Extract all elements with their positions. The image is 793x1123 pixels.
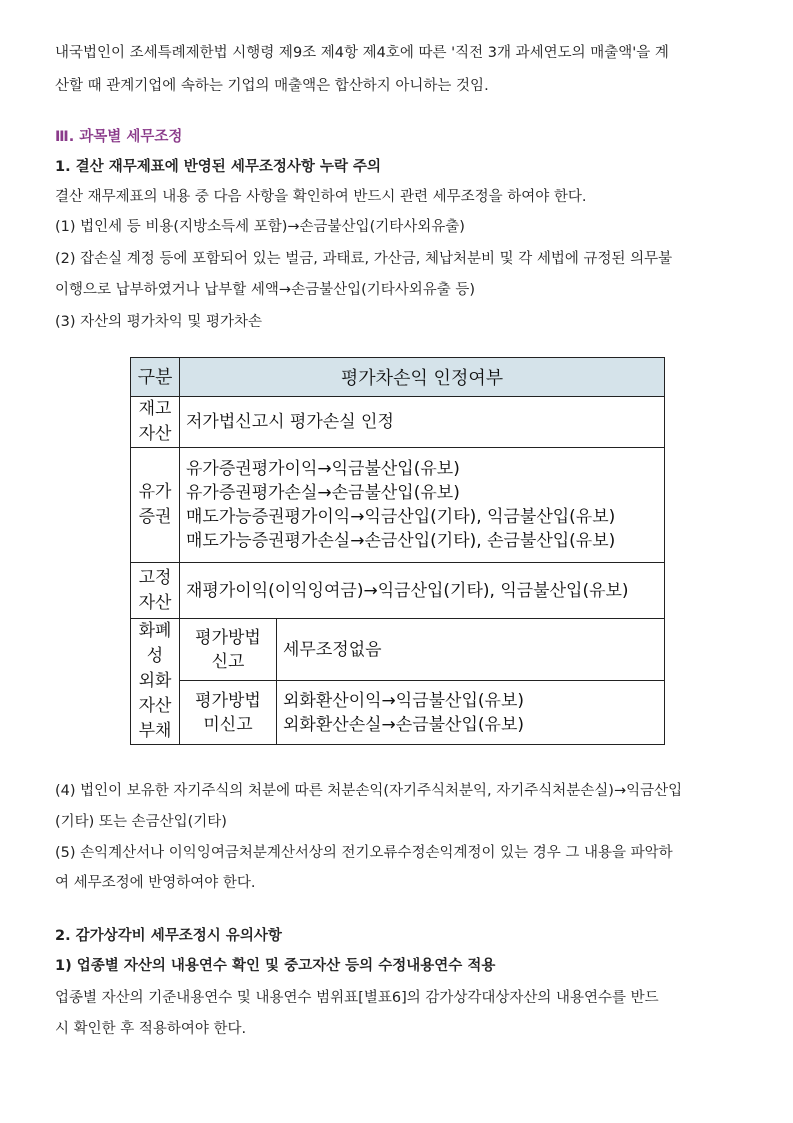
list-item-2-line-1: (2) 잡손실 계정 등에 포함되어 있는 벌금, 과태료, 가산금, 체납처분비 및 각 세법에 규정된 의무불: [55, 251, 673, 267]
list-item-4-line-2: (기타) 또는 손금산입(기타): [55, 814, 227, 830]
list-item-5-line-1: (5) 손익계산서나 이익잉여금처분계산서상의 전기오류수정손익계정이 있는 경우 그 내용을 파악하: [55, 845, 673, 861]
foreign-line: 외화환산이익→익금불산입(유보): [283, 690, 524, 711]
securities-line: 매도가능증권평가이익→익금산입(기타), 익금불산입(유보): [186, 507, 616, 527]
list-item-1: (1) 법인세 등 비용(지방소득세 포함)→손금불산입(기타사외유출): [55, 219, 465, 235]
label-method-unreported: 평가방법 미신고: [180, 681, 277, 745]
securities-line: 유가증권평가이익→익금불산입(유보): [186, 459, 460, 479]
intro-line-1: 내국법인이 조세특례제한법 시행령 제9조 제4항 제4호에 따른 '직전 3개 과세연도의 매출액'을 계: [55, 45, 669, 61]
content-method-unreported: [277, 681, 665, 745]
list-item-5-line-2: 여 세무조정에 반영하여야 한다.: [55, 875, 256, 891]
intro-line-2: 산할 때 관계기업에 속하는 기업의 매출액은 합산하지 아니하는 것임.: [55, 78, 489, 94]
category-fixed-assets: 고정 자산: [131, 563, 180, 619]
securities-line: 유가증권평가손실→손금불산입(유보): [186, 483, 460, 503]
table-row: [131, 563, 665, 619]
table-row: [131, 448, 665, 563]
category-securities: 유가 증권: [131, 448, 180, 563]
valuation-table: [130, 357, 665, 745]
subsection-heading-2: 2. 감가상각비 세무조정시 유의사항: [55, 928, 282, 944]
header-recognition: 평가차손익 인정여부: [180, 358, 665, 397]
category-foreign-currency: 화폐 성 외화 자산 부채: [131, 619, 180, 745]
subsection-heading-1: 1. 결산 재무제표에 반영된 세무조정사항 누락 주의: [55, 159, 382, 175]
table-header-row: [131, 358, 665, 397]
content-fixed-assets: 재평가이익(이익잉여금)→익금산입(기타), 익금불산입(유보): [180, 563, 665, 619]
list-item-4-line-1: (4) 법인이 보유한 자기주식의 처분에 따른 처분손익(자기주식처분익, 자기주식처분손실)→익금산입: [55, 783, 683, 799]
label-method-reported: 평가방법 신고: [180, 619, 277, 681]
table-row: [131, 397, 665, 448]
category-inventory: 재고 자산: [131, 397, 180, 448]
depreciation-body-line-1: 업종별 자산의 기준내용연수 및 내용연수 범위표[별표6]의 감가상각대상자산의 내용연수를 반드: [55, 990, 659, 1006]
subsection-intro: 결산 재무제표의 내용 중 다음 사항을 확인하여 반드시 관련 세무조정을 하여야 한다.: [55, 189, 587, 205]
list-item-3: (3) 자산의 평가차익 및 평가차손: [55, 314, 263, 330]
content-securities: [180, 448, 665, 563]
table-row: [131, 619, 665, 681]
foreign-line: 외화환산손실→손금불산입(유보): [283, 714, 524, 735]
table-row: [131, 681, 665, 745]
section-heading: Ⅲ. 과목별 세무조정: [55, 129, 183, 145]
content-method-reported: 세무조정없음: [277, 619, 665, 681]
subsection-subheading: 1) 업종별 자산의 내용연수 확인 및 중고자산 등의 수정내용연수 적용: [55, 958, 496, 974]
securities-line: 매도가능증권평가손실→손금산입(기타), 손금불산입(유보): [186, 531, 616, 551]
header-category: 구분: [131, 358, 180, 397]
depreciation-body-line-2: 시 확인한 후 적용하여야 한다.: [55, 1021, 247, 1037]
list-item-2-line-2: 이행으로 납부하였거나 납부할 세액→손금불산입(기타사외유출 등): [55, 282, 476, 298]
content-inventory: 저가법신고시 평가손실 인정: [180, 397, 665, 448]
